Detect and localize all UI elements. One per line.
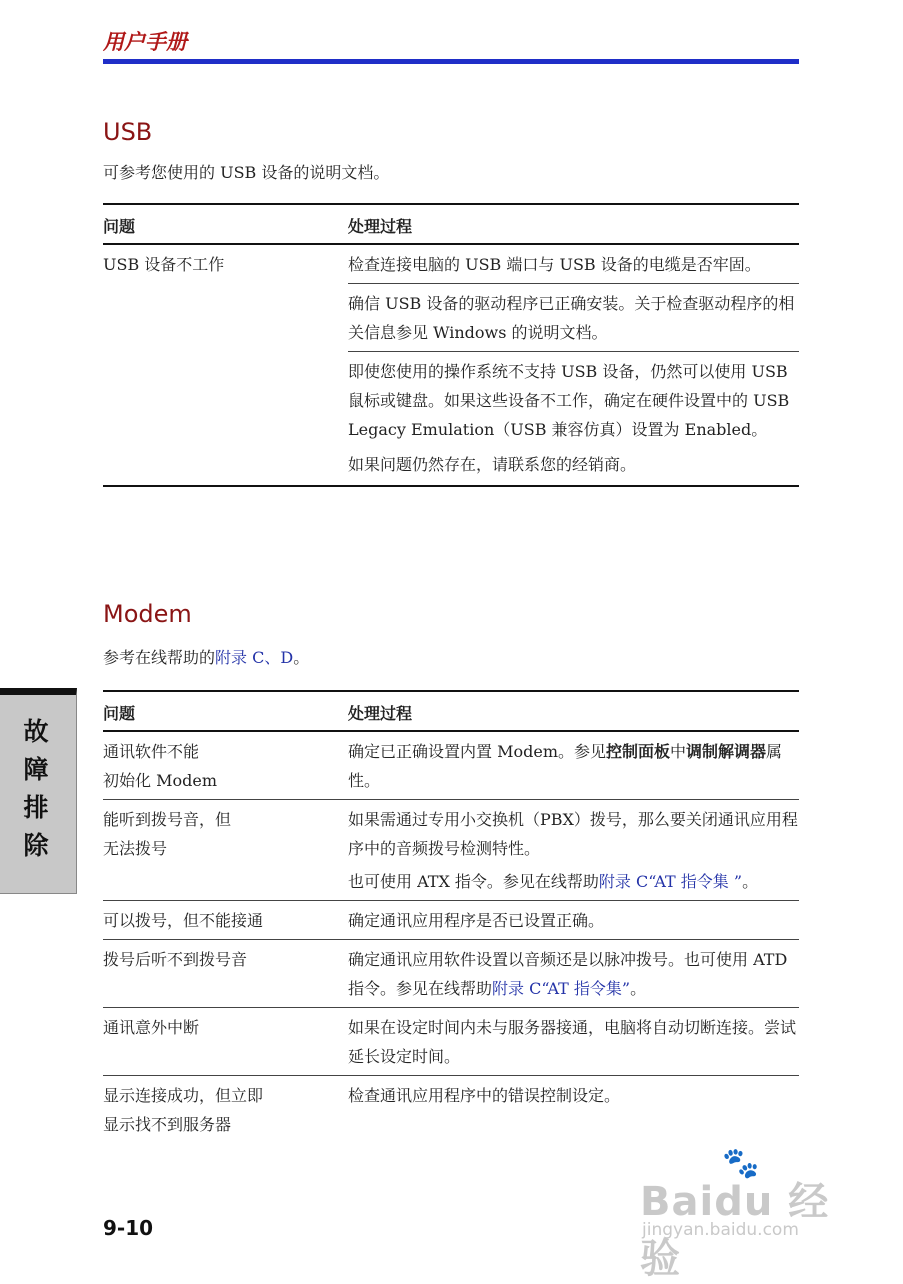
modem-solution-2	[348, 800, 799, 901]
at-command-set-link[interactable]: 附录 C“AT 指令集 ”	[598, 872, 743, 891]
modem-solution-6: 检查通讯应用程序中的错误控制设定。	[348, 1076, 799, 1144]
table-row	[103, 731, 799, 800]
table-row	[103, 940, 799, 1008]
modem-section-title: Modem	[103, 600, 192, 628]
modem-problem-1	[103, 731, 348, 800]
table-row	[103, 244, 799, 486]
side-tab-char: 排	[23, 793, 49, 822]
usb-col-problem: 问题	[103, 204, 348, 244]
modem-intro	[103, 645, 309, 668]
header-rule	[103, 59, 799, 64]
modem-problem-5: 通讯意外中断	[103, 1008, 348, 1076]
modem-problem-3: 可以拨号，但不能接通	[103, 901, 348, 940]
modem-problem-6	[103, 1076, 348, 1144]
control-panel-term: 控制面板	[606, 742, 671, 761]
modem-col-problem: 问题	[103, 691, 348, 731]
modem-solution-1-suffix: 属性。	[348, 742, 783, 790]
modem-table	[103, 690, 799, 1143]
modem-solution-1-text: 确定已正确设置内置 Modem。参见	[348, 742, 606, 761]
modem-solution-1	[348, 731, 799, 800]
modem-problem-2-line2: 无法拨号	[103, 839, 168, 858]
at-command-set-link-2[interactable]: 附录 C“AT 指令集”	[492, 979, 631, 998]
usb-solution-4: 如果问题仍然存在，请联系您的经销商。	[348, 455, 637, 474]
modem-device-term: 调制解调器	[686, 742, 767, 761]
modem-problem-1-line2: 初始化 Modem	[103, 771, 217, 790]
modem-solution-2-extra-text: 也可使用 ATX 指令。参见在线帮助	[348, 872, 599, 891]
usb-table	[103, 203, 799, 487]
modem-solution-4-suffix: 。	[630, 979, 647, 998]
modem-solution-2-extra-suffix: 。	[742, 872, 759, 891]
modem-solution-4	[348, 940, 799, 1008]
usb-col-solution: 处理过程	[348, 204, 799, 244]
baidu-watermark	[640, 1146, 860, 1282]
watermark-url: jingyan.baidu.com	[642, 1220, 799, 1240]
table-row	[103, 1008, 799, 1076]
modem-problem-2-line1: 能听到拨号音，但	[103, 810, 232, 829]
modem-problem-6-line2: 显示找不到服务器	[103, 1115, 232, 1134]
modem-solution-1-mid: 中	[670, 742, 687, 761]
usb-solution-3: 即使您使用的操作系统不支持 USB 设备，仍然可以使用 USB 鼠标或键盘。如果这些设备不工作，确定在硬件设置中的 USB Legacy Emulation（USB 兼容仿真）设置为 Enabled。	[348, 351, 799, 448]
side-tab-char: 故	[23, 717, 49, 746]
usb-solution-1: 检查连接电脑的 USB 端口与 USB 设备的电缆是否牢固。	[348, 255, 761, 274]
table-row	[103, 1076, 799, 1144]
appendix-cd-link[interactable]: 附录 C、D	[215, 648, 294, 667]
modem-intro-text: 参考在线帮助的	[103, 648, 216, 667]
modem-problem-1-line1: 通讯软件不能	[103, 742, 200, 761]
modem-solution-3: 确定通讯应用程序是否已设置正确。	[348, 901, 799, 940]
modem-solution-5: 如果在设定时间内未与服务器接通，电脑将自动切断连接。尝试延长设定时间。	[348, 1008, 799, 1076]
usb-solution-2: 确信 USB 设备的驱动程序已正确安装。关于检查驱动程序的相关信息参见 Windows 的说明文档。	[348, 283, 799, 351]
chapter-side-tab	[0, 688, 77, 894]
table-row	[103, 901, 799, 940]
modem-col-solution: 处理过程	[348, 691, 799, 731]
side-tab-char: 障	[23, 755, 49, 784]
side-tab-char: 除	[23, 831, 49, 860]
manual-header-title: 用户手册	[103, 30, 187, 54]
usb-solutions	[348, 244, 799, 486]
watermark-logo: Baidu 经验	[640, 1179, 830, 1282]
usb-intro: 可参考您使用的 USB 设备的说明文档。	[103, 163, 390, 182]
modem-solution-2-text: 如果需通过专用小交换机（PBX）拨号，那么要关闭通讯应用程序中的音频拨号检测特性。	[348, 810, 798, 858]
usb-problem: USB 设备不工作	[103, 244, 348, 486]
page-number: 9-10	[103, 1216, 154, 1240]
modem-problem-4: 拨号后听不到拨号音	[103, 940, 348, 1008]
modem-solution-4-text: 确定通讯应用软件设置以音频还是以脉冲拨号。也可使用 ATD 指令。参见在线帮助	[348, 950, 788, 998]
modem-intro-suffix: 。	[293, 648, 310, 667]
table-row	[103, 800, 799, 901]
modem-problem-2	[103, 800, 348, 901]
modem-solution-2-extra	[348, 867, 799, 896]
modem-problem-6-line1: 显示连接成功，但立即	[103, 1086, 264, 1105]
usb-section-title: USB	[103, 118, 153, 146]
paw-icon: 🐾	[722, 1146, 760, 1181]
